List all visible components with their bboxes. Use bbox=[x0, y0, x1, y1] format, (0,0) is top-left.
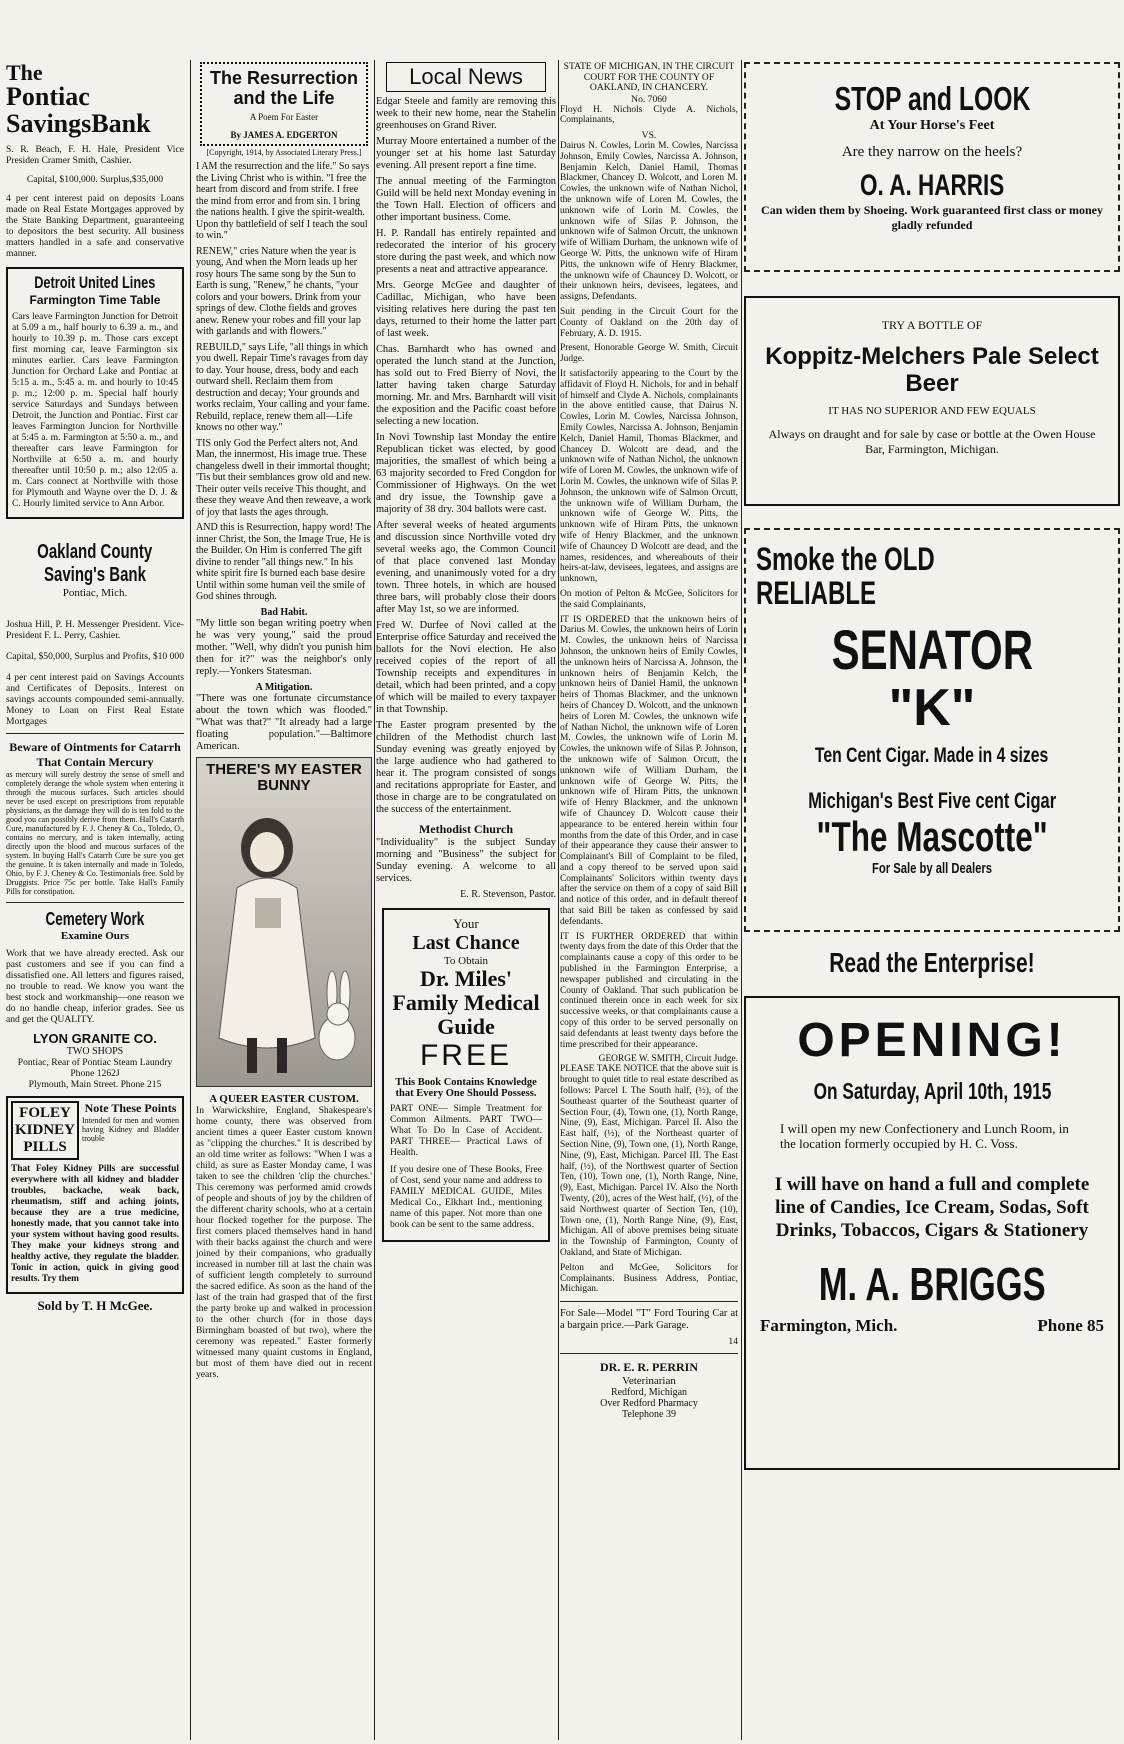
beer-try: TRY A BOTTLE OF bbox=[881, 318, 983, 332]
miles-obtain: To Obtain bbox=[443, 955, 489, 967]
bank-name-2: SavingsBank bbox=[6, 109, 151, 138]
vet-phone: Telephone 39 bbox=[621, 1409, 676, 1421]
local-news-header: Local News bbox=[386, 62, 546, 92]
vet-name: DR. E. R. PERRIN bbox=[599, 1360, 698, 1375]
dul-body: Cars leave Farmington Junction for Detroit at 5.09 a m., half hourly to 6.39 a. m., and hourly to 10.39 p. m. Those cars except first morning car, leave Farmington six minutes earlier. Cars leave Farmington Junction for Orchard Lake and Pontiac at 5:15 a. m., 5:45 a. m. and hourly to 10:45 p. m.; 12:00 p. m. Special half hourly service Saturdays and Sundays between Detroit, the Junction and Pontiac. First car leaves Farmington Juncion for Northville at 5:45 a. m. Farmington at 5:50 a. m., and thereafter cars leave Farmington for Northville at 6:50 a. m. and hourly thereafter until 10:50 p. m.; also 12:05 a. m. Cars connect at Northville with those for Plymouth and Wayne over the D. J. & C. Hourly limited service to Ann Arbor. bbox=[12, 311, 178, 509]
news-item: The Easter program presented by the children of the Methodist church last Sunday evening was greatly enjoyed by the large audience who had gathered to hear it. The program consisted of songs and recitations appropriate for Easter, and those in charge are to be congratulated on the success of the entertainment. bbox=[376, 720, 556, 815]
dul-title: Detroit United Lines bbox=[34, 273, 156, 292]
foley-note-body: Intended for men and women having Kidney and Bladder trouble bbox=[82, 1116, 179, 1143]
bank-name-1: Pontiac bbox=[6, 82, 90, 111]
briggs-footer bbox=[760, 1316, 1104, 1336]
briggs-opening-ad bbox=[744, 996, 1120, 1470]
methodist-title: Methodist Church bbox=[418, 822, 514, 836]
mascotte-name: "The Mascotte" bbox=[816, 813, 1048, 860]
news-item: Mrs. George McGee and daughter of Cadillac, Michigan, who have been visiting relatives here during the past ten days, returned to their home the latter part of last week. bbox=[376, 280, 556, 339]
miles-free: FREE bbox=[419, 1039, 512, 1072]
foley-sold-by: Sold by T. H McGee. bbox=[37, 1298, 153, 1313]
column-rule bbox=[558, 60, 559, 1740]
opening-date: On Saturday, April 10th, 1915 bbox=[813, 1078, 1051, 1104]
smoke-line-2: RELIABLE bbox=[756, 575, 876, 611]
ocsb-officers: Joshua Hill, P. H. Messenger President. Vice-President F. L. Perry, Cashier. bbox=[6, 619, 184, 641]
catarrh-title: Beware of Ointments for Catarrh That Contain Mercury bbox=[9, 740, 181, 769]
miles-name: Dr. Miles' Family Medical Guide bbox=[392, 966, 540, 1039]
dul-subtitle: Farmington Time Table bbox=[29, 293, 161, 307]
legal-paragraph: On motion of Pelton & McGee, Solicitors for the said Complainants, bbox=[560, 588, 738, 610]
dealers-line: For Sale by all Dealers bbox=[871, 860, 993, 877]
opening-title: OPENING! bbox=[797, 1014, 1067, 1067]
lyon-address-2: Plymouth, Main Street. Phone 215 bbox=[28, 1079, 162, 1090]
easter-illustration bbox=[196, 757, 372, 1087]
michigan-best-line: Michigan's Best Five cent Cigar bbox=[808, 788, 1056, 813]
harris-body: Can widen them by Shoeing. Work guaranteed first class or money gladly refunded bbox=[761, 203, 1103, 232]
news-item: Murray Moore entertained a number of the younger set at his home last Saturday evening. All present report a fine time. bbox=[376, 136, 556, 171]
legal-paragraph: IT IS ORDERED that the unknown heirs of Darius M. Cowles, the unknown heirs of Lorin M. Cowles, the unknown heirs of Narcissa Johnson, the unknown heirs of Emily Cowles, the unknown heirs of Narcissa A. Johnson, the unknown heirs of Benjamin Kelch, the unknown heirs of Daniel Hamil, the unknown heirs of Thomas Blackmer, and the unknown heirs of Chancey D. Wolcott, and the unknown heirs of Loren M. Cowles, the unknown wife of Nathan Nichol, the unknown wife of Loren M. Cowles, the unknown wife of Lorin M. Cowles, the unknown wife of Silas P. Johnson, the unknown wife of Salmon Orcutt, the unknown wife of William Durham, the unknown wife of George W. Pitts, the unknown wife of Hiram Pitts, the unknown wife of Henry Blackmer, and the unknown wife of Chauncey D. Wolcott cause their appearance to be entered herein within four months from the date of this Order, and in case of their appearance they cause their answer to Complainant's Bill of Complaint to be filed, and a copy thereof to be served upon said Complainants' Solicitors within twenty days after the service on them of a copy of said Bill and notice of this order, and in default thereof that said Bill be taken as confessed by said defendants. bbox=[560, 614, 738, 927]
briggs-name: M. A. BRIGGS bbox=[818, 1258, 1046, 1310]
beer-ad bbox=[744, 296, 1120, 506]
legal-solicitors: Pelton and McGee, Solicitors for Complainants. Business Address, Pontiac, Michigan. bbox=[560, 1262, 738, 1295]
column-5 bbox=[744, 62, 1120, 1734]
column-4 bbox=[560, 62, 738, 1734]
legal-paragraph: It satisfactorily appearing to the Court by the affidavit of Floyd H. Nichols, for and in behalf of himself and Clyde A. Nichols, complainants in the above entitled cause, that Dairus N. Cowles, Lorin M. Cowles, Narcissa Johnson, Emily Cowles, Narcissa A. Johnson, Benjamin Kelch, Daniel Hamil, Thomas Blackmer, and Chancey D. Wolcott are dead, and the unknown wife of Nathan Nichol, the unknown wife of Loren M. Cowles, the unknown wife of Lorin M. Cowles, the unknown wife of Silas P. Johnson, the unknown wife of Salmon Orcutt, the unknown wife of William Durham, the unknown wife of George W. Pitts, the unknown wife of Hiram Pitts, the unknown wife of Henry Blackmer, and the unknown wife of Chauncey D Wolcott are dead, and the names, residences, and whereabouts of their heirs-at-law, devisees, legatees, and assigns are unknown, bbox=[560, 369, 738, 585]
bank-the: The bbox=[6, 62, 43, 85]
news-item: Fred W. Durfee of Novi called at the Enterprise office Saturday and received the ballots for the Novi election. He also received copies of the report of all Township receipts and expenditures in detail, which had been printed, and a copy of which will be mailed to every taxpayer in that Township. bbox=[376, 620, 556, 715]
senator-name: SENATOR bbox=[831, 618, 1033, 681]
poem-title-box bbox=[200, 62, 368, 146]
divider bbox=[560, 1301, 738, 1302]
miles-parts: PART ONE— Simple Treatment for Common Ailments. PART TWO— What To Do In Case of Accident. PART THREE— Practical Laws of Health. bbox=[390, 1103, 542, 1158]
foley-kidney-pills-ad bbox=[6, 1096, 184, 1294]
legal-number: No. 7060 bbox=[631, 93, 667, 105]
news-item: The annual meeting of the Farmington Guild will be held next Monday evening in the Town Hall. Election of officers and other important business. Come. bbox=[376, 176, 556, 223]
miles-your: Your bbox=[453, 916, 479, 931]
mitigation-body: "There was one fortunate circumstance about the town which was flooded." "What was that?" "It already had a large floating population."—Baltimore American. bbox=[196, 692, 372, 752]
vet-location: Redford, Michigan bbox=[610, 1387, 688, 1399]
vet-address: Over Redford Pharmacy bbox=[600, 1398, 698, 1410]
senator-k: "K" bbox=[888, 679, 976, 737]
opening-full-line: I will have on hand a full and complete line of Candies, Ice Cream, Sodas, Soft Drinks, Tobaccos, Cigars & Stationery bbox=[774, 1174, 1090, 1241]
poem-title: The Resurrection and the Life bbox=[209, 68, 359, 108]
stop-subtitle: At Your Horse's Feet bbox=[869, 118, 995, 133]
poem-stanza: AND this is Resurrection, happy word! The inner Christ, the Son, the Image True, He is the Builder. On Him is conferred The gift divine to render "all things new." In his white spirit fire Is burned each base desire Until within some human veil the smile of God shines through. bbox=[196, 522, 372, 602]
lyon-shops: TWO SHOPS bbox=[66, 1046, 124, 1057]
ocsb-title-1: Oakland County bbox=[37, 541, 153, 563]
legal-property-notice: PLEASE TAKE NOTICE that the above suit is brought to quiet title to real estate described as follows: Parcel I. The South half, (½), of the Southeast quarter of the Southeast quarter of Section Four, (4), Town one, (1), North Range, Nine, (9), East, Michigan. Parcel II. Also the East half, (½), of the Northeast quarter of Section Nine, (9), Town one, (1), North Range, Nine, (9), East, Michigan. Parcel III. The East half, (½), of the Northwest quarter of Section Ten, (10), Town one, (1), North Range, Nine, (9), East, Michigan. Parcel IV. Also the North Twenty, (20), acres of the West half, (½), of the said Northwest quarter of Section Ten, (10), Town one, (1), North Range Nine, (9), East, Michigan. All of above premises being situate in the Township of Farmington, County of Oakland, and State of Michigan. bbox=[560, 1064, 738, 1258]
poem-stanza: I AM the resurrection and the life." So says the Living Christ who is within. "I free the heart from discord and from strife. I free the mind from error and from sin. I bring the nations health. I give the spirit-wealth. Upon thy battlefield of self I teach the soul to win." bbox=[196, 161, 370, 241]
poem-copyright: [Copyright, 1914, by Associated Literary Press.] bbox=[206, 148, 362, 157]
beer-equal: IT HAS NO SUPERIOR AND FEW EQUALS bbox=[828, 405, 1036, 417]
dr-miles-ad bbox=[382, 908, 550, 1242]
vet-title: Veterinarian bbox=[622, 1375, 676, 1388]
briggs-phone: Phone 85 bbox=[1037, 1316, 1104, 1335]
bad-habit-title: Bad Habit. bbox=[260, 606, 308, 618]
news-item: Chas. Barnhardt who has owned and operated the lunch stand at the Junction, has sold out to Fred Bierry of Novi, the latter having taken charge Saturday morning. Mr. and Mrs. Barnhardt will visit the exposition and the Pacific coast before selecting a new location. bbox=[376, 344, 556, 427]
queer-custom-title: A QUEER EASTER CUSTOM. bbox=[209, 1092, 359, 1105]
cemetery-subtitle: Examine Ours bbox=[60, 930, 130, 942]
foley-name: FOLEY KIDNEY PILLS bbox=[11, 1101, 79, 1160]
mitigation-title: A Mitigation. bbox=[255, 681, 313, 693]
poem-body bbox=[196, 161, 372, 603]
news-item: In Novi Township last Monday the entire Republican ticket was elected, by good majorities, the smallest of which being a 63 majority secorded to Fred Congdon for Commissioner of Highways. On the wet and dry issue, the Township gave a majority of 38 dry. 304 ballots were cast. bbox=[376, 432, 556, 515]
poem-stanza: RENEW," cries Nature when the year is young, And when the Morn leads up her rosy hours The same song by the Sun to Earth is sung, "Renew," he chants, "your colors and your bowers. Drink from your springs of dew. Clothe fields and groves anew. Renew your robes and fill your lap with garlands and with flowers." bbox=[196, 245, 361, 337]
miles-offer: If you desire one of These Books, Free of Cost, send your name and address to FAMILY MEDICAL GUIDE, Miles Medical Co., Elkhart Ind., mentioning name of this paper. Not more than one book can be sent to the same address. bbox=[390, 1164, 542, 1230]
foley-body: That Foley Kidney Pills are successful everywhere with all kidney and bladder troubles, backache, weak back, rheumatism, stiff and aching joints, because they are a true medicine, honestly made, that you cannot take into your system without having good results. They make your kidneys strong and healthy active, they regulate the bladder. Tonic in action, quick in giving good results. Try them bbox=[11, 1164, 179, 1284]
methodist-body: "Individuality" is the subject Sunday morning and "Business" the subject for Sunday evening. A welcome to all services. bbox=[376, 837, 556, 884]
lyon-phone-1: Phone 1262J bbox=[70, 1068, 120, 1079]
poem-stanza: REBUILD," says Life, "all things in which you dwell. Repair Time's ravages from day to day. Your house, dress, body and each outward shell. Reclaim them from destruction and decay; Your grounds and works reclaim, Your calling and your fame. Rebuild, replace, renew them all—Life knows no other way." bbox=[196, 341, 370, 433]
legal-vs: VS. bbox=[641, 130, 657, 142]
column-rule bbox=[374, 60, 375, 1740]
opening-body: I will open my new Confectionery and Lunch Room, in the location formerly occupied by H. C. Voss. bbox=[780, 1121, 1069, 1151]
column-2 bbox=[196, 62, 372, 1734]
cemetery-work-ad bbox=[6, 909, 184, 1090]
poem-stanza: TIS only God the Perfect alters not, And Man, the innermost, His image true. These changeless dwell in their immortal thought; 'Tis but their semblances grow old and new. Their outer veils receive This thought, and these they weave And then reweave, a work of joy that lasts the ages through. bbox=[196, 437, 372, 518]
veterinarian-ad bbox=[560, 1360, 738, 1420]
divider bbox=[6, 902, 184, 903]
queer-custom-body: In Warwickshire, England, Shakespeare's home county, there was observed from ancient times a queer Easter custom known as "clipping the churches." It is described by an old time writer as follows: "When I was a child, as sure as Easter Monday came, I was taken to see the children 'clip the churches.' This ceremony was performed amid crowds of people and shouts of joy by the children of the different charity schools, who at a certain hour flocked together for the purpose. The first comers placed themselves hand in hand with their backs against the church and were joined by their companions, who gradually increased in number till at last the chain was of sufficient length completely to surround the sacred edifice. As soon as the hand of the last of the train had grasped that of the first the party broke up and walked in procession to the other church (for in those days Birmingham boasted of but two), where the ceremony was repeated." Easter formerly witnessed many quaint customs in England, but most of them have died out in recent years. bbox=[196, 1104, 372, 1380]
divider bbox=[560, 1353, 738, 1354]
legal-paragraph: Dairus N. Cowles, Lorin M. Cowles, Narcissa Johnson, Emily Cowles, Narcissa A. Johnson, Benjamin Kelch, Daniel Hamil, Thomas Blackmer, Chancey D. Wolcott, and Loren M. Cowles, the unknown wife of Nathan Nichol, the unknown wife of Loren M. Cowles, the unknown wife of Lorin M. Cowles, the unknown wife of Silas P. Johnson, the unknown wife of Salmon Orcutt, the unknown wife of William Durham, the unknown wife of George W. Pitts, the unknown wife of Hiram Pitts, the unknown wife of Henry Blackmer, the unknown wife of Chauncey D. Wolcott, or their unknown heirs, devisees, legatees, and assigns, Defendants. bbox=[560, 141, 738, 303]
bank-officers: S. R. Beach, F. H. Hale, President Vice Presiden Cramer Smith, Cashier. bbox=[6, 144, 184, 166]
smoke-line-1: Smoke the OLD bbox=[756, 541, 935, 577]
briggs-location: Farmington, Mich. bbox=[760, 1316, 898, 1335]
news-item: Edgar Steele and family are removing this week to their new home, near the Stahelin greenhouses on Grand River. bbox=[376, 96, 556, 131]
oakland-county-bank-ad bbox=[6, 541, 184, 727]
pontiac-savings-bank-ad bbox=[6, 62, 184, 259]
foley-note-title: Note These Points bbox=[84, 1101, 177, 1115]
column-3 bbox=[376, 62, 556, 1734]
column-rule bbox=[190, 60, 191, 1740]
stop-title: STOP and LOOK bbox=[834, 80, 1030, 117]
legal-parties: Floyd H. Nichols Clyde A. Nichols, Complainants, bbox=[560, 104, 738, 126]
legal-notice bbox=[560, 62, 738, 1295]
ocsb-interest: 4 per cent interest paid on Savings Accounts and Certificates of Deposits. Interest on savings accounts compounded semi-annually. Money to Loan on First Real Estate Mortgages bbox=[6, 672, 184, 727]
poem-subtitle: A Poem For Easter bbox=[249, 112, 319, 122]
ford-sale: For Sale—Model "T" Ford Touring Car at a bargain price.—Park Garage. bbox=[560, 1308, 738, 1332]
divider bbox=[6, 733, 184, 734]
column-rule bbox=[741, 60, 742, 1740]
catarrh-ad bbox=[6, 740, 184, 896]
harris-ad bbox=[744, 62, 1120, 272]
catarrh-body: as mercury will surely destroy the sense of smell and completely derange the whole system when entering it through the mucous surfaces. Such articles should never be used except on prescriptions from reputable physicians, as the damage they will do is ten fold to the good you can possibly derive from them. Hall's Catarrh Cure, manufactured by F. J. Cheney & Co., Toledo, O., contains no mercury, and is taken internally, acting directly upon the blood and mucous surfaces of the system. In buying Hall's Catarrh Cure be sure you get the genuine. It is taken internally and made in Toledo, Ohio, by F. J. Cheney & Co. Testimonials free. Sold by Druggists. Price 75c per bottle. Take Hall's Family Pills for constipation. bbox=[6, 770, 184, 896]
news-item: After several weeks of heated arguments and discussion since Northville voted dry several weeks ago, the Common Council of that place convened last Monday evening, and unanimously voted for a dry town. Three hotels, in which are housed three bars, will probably close their doors after May 1st, so we are informed. bbox=[376, 520, 556, 615]
ocsb-capital: Capital, $50,000, Surplus and Profits, $10 000 bbox=[6, 651, 184, 662]
read-enterprise: Read the Enterprise! bbox=[829, 947, 1035, 978]
ford-sale-number: 14 bbox=[728, 1336, 738, 1348]
easter-girl-image bbox=[197, 788, 371, 1088]
easter-caption: THERE'S MY EASTER BUNNY bbox=[206, 760, 362, 794]
ten-cent-line: Ten Cent Cigar. Made in 4 sizes bbox=[815, 744, 1049, 767]
legal-paragraph: Suit pending in the Circuit Court for the County of Oakland on the 20th day of February, A. D. 1915. bbox=[560, 307, 738, 339]
ocsb-location: Pontiac, Mich. bbox=[62, 587, 128, 599]
lyon-address-1: Pontiac, Rear of Pontiac Steam Laundry bbox=[17, 1057, 173, 1068]
legal-paragraph: Present, Honorable George W. Smith, Circuit Judge. bbox=[560, 343, 738, 365]
news-item: H. P. Randall has entirely repainted and redecorated the interior of his grocery store during the past week, and which now presents a neat and attractive appearance. bbox=[376, 228, 556, 275]
cemetery-body: Work that we have already erected. Ask our past customers and see if you can find a dissatisfied one. All letters and figures raised, no trouble to read. We know you want the best stock and workmanship—one reason we do no handle cheap, inferior grades. See us and get the QUALITY. bbox=[6, 948, 184, 1025]
stop-question: Are they narrow on the heels? bbox=[841, 144, 1023, 160]
legal-judge: GEORGE W. SMITH, Circuit Judge. bbox=[598, 1054, 738, 1065]
bank-capital: Capital, $100,000. Surplus,$35,000 bbox=[26, 174, 164, 185]
miles-book: This Book Contains Knowledge that Every One Should Possess. bbox=[395, 1077, 537, 1099]
bad-habit-body: "My little son began writing poetry when he was very young," said the proud mother. "Well, why didn't you punish him then for it?" was the neighbor's only reply.—Yonkers Statesman. bbox=[196, 617, 372, 677]
harris-name: O. A. HARRIS bbox=[859, 169, 1005, 202]
miles-last-chance: Last Chance bbox=[412, 932, 520, 954]
column-1 bbox=[6, 62, 184, 1734]
ocsb-title-2: Saving's Bank bbox=[44, 564, 146, 586]
lyon-name: LYON GRANITE CO. bbox=[33, 1031, 157, 1046]
legal-paragraph: IT IS FURTHER ORDERED that within twenty days from the date of this Order that the complainants cause a copy of this order to be published in the Farmington Enterprise, a newspaper published and circulating in the County of Oakland. That such publication be continued therein once in each week for six successive weeks, or that complainants cause a copy of this order to be served personally on said defendants at least twenty days before the time prescribed for their appearance. bbox=[560, 931, 738, 1050]
cemetery-title: Cemetery Work bbox=[45, 909, 145, 929]
poem-author: By JAMES A. EDGERTON bbox=[230, 130, 338, 140]
methodist-signature: E. R. Stevenson, Pastor. bbox=[460, 889, 556, 900]
beer-body: Always on draught and for sale by case or bottle at the Owen House Bar, Farmington, Michigan. bbox=[768, 427, 1096, 456]
beer-name: Koppitz-Melchers Pale Select Beer bbox=[765, 343, 1099, 397]
cigar-ad bbox=[744, 528, 1120, 932]
detroit-united-lines-ad bbox=[6, 267, 184, 519]
legal-head: STATE OF MICHIGAN, IN THE CIRCUIT COURT FOR THE COUNTY OF OAKLAND, IN CHANCERY. bbox=[563, 62, 735, 93]
bank-interest: 4 per cent interest paid on deposits Loans made on Real Estate Mortgages approved by the State Banking Department, guaranteeing to depositors the best security. All business matters handled in a safe and conservative manner. bbox=[6, 193, 184, 259]
